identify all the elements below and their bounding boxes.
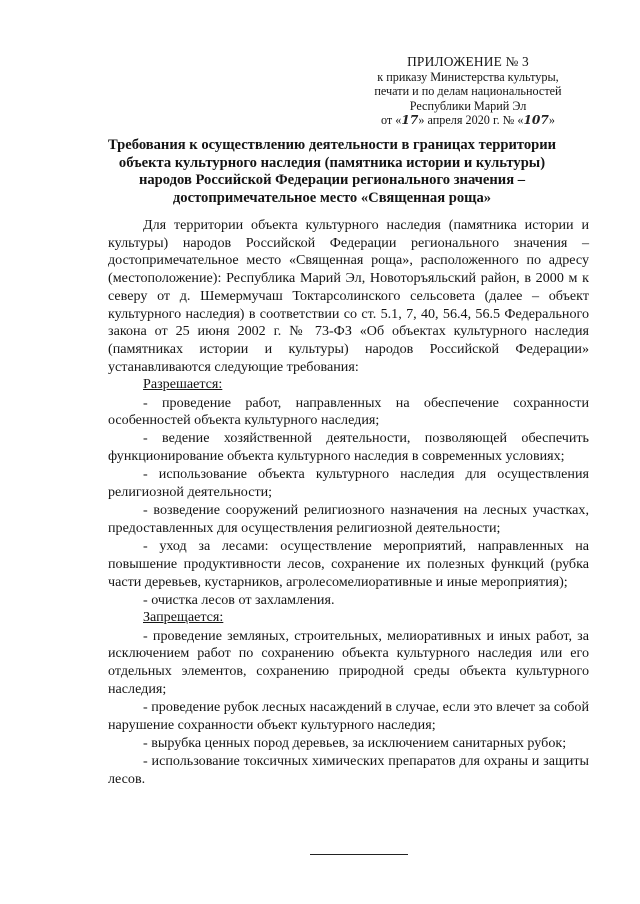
appendix-block xyxy=(353,55,583,128)
title-line-1: Требования к осуществлению деятельности в границах территории xyxy=(107,137,557,153)
document-body xyxy=(108,217,589,789)
appendix-title: ПРИЛОЖЕНИЕ № 3 xyxy=(407,54,529,69)
title-line-3: народов Российской Федерации регионального значения – xyxy=(138,172,526,189)
handwritten-day: 17 xyxy=(401,113,419,128)
allowed-item: - возведение сооружений религиозного назначения на лесных участках, предоставленных для осуществления религиозной деятельности; xyxy=(108,502,589,536)
allowed-item: - очистка лесов от захламления. xyxy=(143,591,335,608)
appendix-date-line xyxy=(353,113,583,128)
allowed-heading: Разрешается: xyxy=(143,376,223,393)
allowed-item: - проведение работ, направленных на обеспечение сохранности особенностей объекта культурного наследия; xyxy=(108,394,589,429)
forbidden-heading: Запрещается: xyxy=(143,609,224,626)
forbidden-item: - проведение земляных, строительных, мелиоративных и иных работ, за исключением работ по сохранению объекта культурного наследия или его отдельных элементов, сохранению природной среды объекта культурного наследия; xyxy=(108,627,589,697)
intro-paragraph: Для территории объекта культурного наследия (памятника истории и культуры) народов Российской Федерации регионального значения – достопримечательное место «Священная роща», расположенного по адресу (местоположение): Республика Марий Эл, Новоторъяльский район, в 2000 м к северу от д. Шемермучаш Токтарсолинского сельсовета (далее – объект культурного наследия) в соответствии со ст. 5.1, 7, 40, 56.4, 56.5 Федерального закона от 25 июня 2002 г. № 73-ФЗ «Об объектах культурного наследия (памятниках истории и культуры) народов Российской Федерации» устанавливаются следующие требования: xyxy=(108,217,589,375)
date-prefix: от « xyxy=(381,113,402,128)
title-line-4: достопримечательное место «Священная роща» xyxy=(172,189,492,206)
forbidden-item: - проведение рубок лесных насаждений в случае, если это влечет за собой нарушение сохранности объект культурного наследия; xyxy=(108,698,589,733)
handwritten-number: 107 xyxy=(523,113,549,128)
allowed-item: - использование объекта культурного наследия для осуществления религиозной деятельности; xyxy=(108,466,589,501)
appendix-ministry-line: печати и по делам национальностей xyxy=(374,84,562,99)
forbidden-item: - использование токсичных химических препаратов для охраны и защиты лесов. xyxy=(108,753,589,787)
date-middle: » апреля 2020 г. № « xyxy=(418,113,524,128)
allowed-item: - ведение хозяйственной деятельности, позволяющей обеспечить функционирование объекта культурного наследия в современных условиях; xyxy=(108,430,589,465)
appendix-order-line: к приказу Министерства культуры, xyxy=(377,69,559,84)
closing-divider xyxy=(310,854,408,855)
date-suffix: » xyxy=(548,113,555,128)
appendix-republic-line: Республики Марий Эл xyxy=(409,98,527,113)
forbidden-item: - вырубка ценных пород деревьев, за исключением санитарных рубок; xyxy=(143,734,567,751)
title-line-2: объекта культурного наследия (памятника истории и культуры) xyxy=(118,154,546,171)
document-title xyxy=(96,137,568,207)
allowed-item: - уход за лесами: осуществление мероприятий, направленных на повышение продуктивности лесов, сохранение их полезных функций (рубка части деревьев, кустарников, агролесомелиоративные и иные мероприятия); xyxy=(108,538,589,590)
